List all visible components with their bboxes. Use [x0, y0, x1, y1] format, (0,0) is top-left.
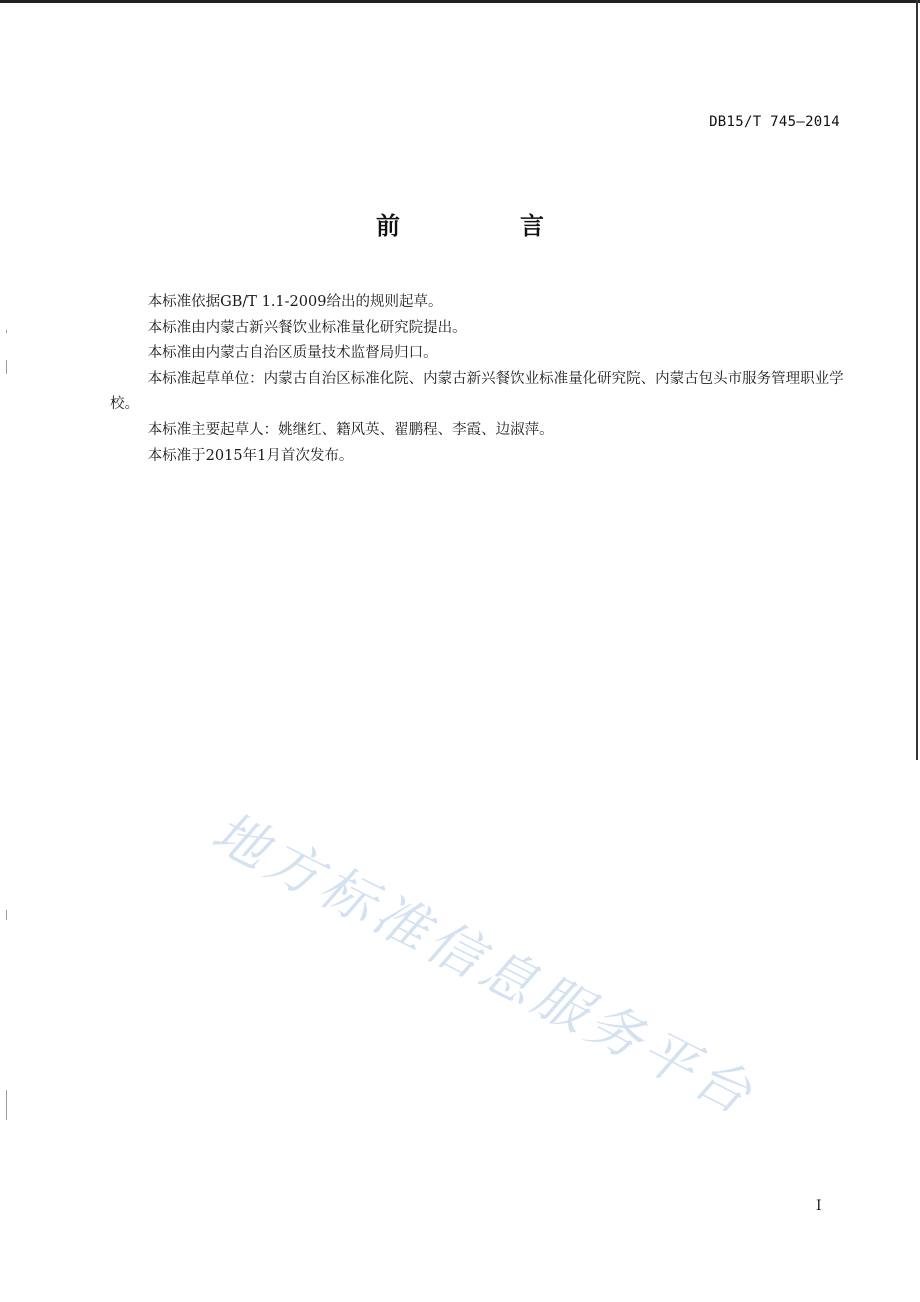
scan-right-edge [916, 0, 918, 760]
paragraph-proposer: 本标准由内蒙古新兴餐饮业标准量化研究院提出。 [147, 319, 467, 336]
scan-mark [6, 910, 7, 920]
scan-mark [6, 360, 7, 374]
scan-top-edge [0, 0, 920, 3]
paragraph-release-date: 本标准于2015年1月首次发布。 [147, 447, 354, 464]
paragraph-administrator: 本标准由内蒙古自治区质量技术监督局归口。 [147, 345, 438, 362]
scan-mark [6, 1090, 7, 1120]
watermark-text: 地方标准信息服务平台 [202, 799, 766, 1129]
paragraph-drafting-rules: 本标准依据GB/T 1.1-2009给出的规则起草。 [147, 294, 443, 310]
paragraph-drafting-units: 本标准起草单位：内蒙古自治区标准化院、内蒙古新兴餐饮业标准量化研究院、内蒙古包头市服务管理职业学校。 [110, 370, 844, 413]
page-number: I [816, 1198, 822, 1214]
scan-mark [6, 330, 7, 333]
paragraph-drafters: 本标准主要起草人：姚继红、籍风英、翟鹏程、李霞、边淑萍。 [147, 421, 554, 438]
document-code: DB15/T 745—2014 [709, 114, 840, 130]
foreword-body [110, 290, 846, 469]
section-heading: 前 言 [376, 212, 592, 240]
